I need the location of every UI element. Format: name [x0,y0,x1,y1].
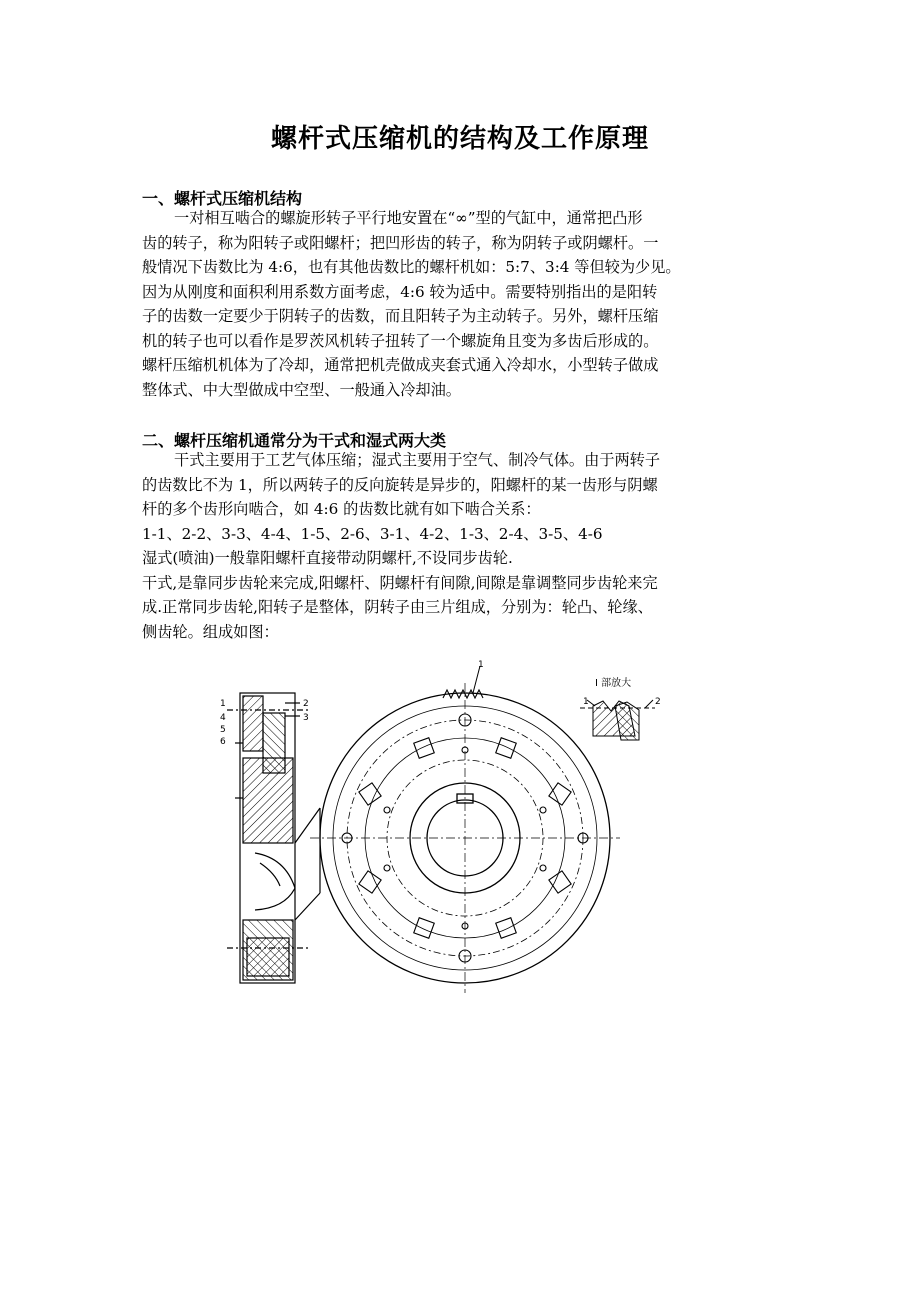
figure-label: 1 [220,699,226,709]
text-line: 干式,是靠同步齿轮来完成,阳螺杆、阴螺杆有间隙,间隙是靠调整同步齿轮来完 [142,573,658,592]
section2-paragraph [142,448,787,644]
figure-label: 1 [478,660,484,670]
text-line: 螺杆压缩机机体为了冷却，通常把机壳做成夹套式通入冷却水，小型转子做成 [142,356,659,374]
text-line: 成.正常同步齿轮,阳转子是整体，阴转子由三片组成，分别为：轮凸、轮缘、 [142,598,653,616]
section2-heading: 二、螺杆压缩机通常分为干式和湿式两大类 [142,431,447,450]
section1-heading: 一、螺杆式压缩机结构 [142,189,303,208]
figure-label: 5 [220,725,226,735]
section1-paragraph [142,206,787,402]
figure-label: 6 [220,737,226,747]
figure-label: 2 [303,699,309,709]
text-line: 湿式(喷油)一般靠阳螺杆直接带动阴螺杆,不设同步齿轮. [142,549,513,567]
text-line: 的齿数比不为 1，所以两转子的反向旋转是异步的，阳螺杆的某一齿形与阴螺 [142,475,658,494]
cross-section-view [227,693,320,983]
text-line: 整体式、中大型做成中空型、一般通入冷却油。 [142,380,461,399]
text-line: 侧齿轮。组成如图： [142,622,279,641]
figure-label: 4 [220,713,226,723]
text-line: 子的齿数一定要少于阴转子的齿数，而且阳转子为主动转子。另外，螺杆压缩 [142,307,659,325]
figure-label: 2 [655,697,661,707]
text-line: 机的转子也可以看作是罗茨风机转子扭转了一个螺旋角且变为多齿后形成的。 [142,331,659,350]
text-line: 般情况下齿数比为 4:6，也有其他齿数比的螺杆机如：5:7、3:4 等但较为少见。 [142,258,681,276]
gear-assembly-drawing [215,658,670,1003]
text-line: 齿的转子，称为阳转子或阳螺杆；把凹形齿的转子，称为阴转子或阴螺杆。一 [142,233,659,252]
figure-label: 1 [583,697,589,707]
detail-view [580,700,655,740]
text-line: 干式主要用于工艺气体压缩；湿式主要用于空气、制冷气体。由于两转子 [174,451,660,469]
front-view [310,683,620,993]
text-line: 杆的多个齿形向啮合，如 4:6 的齿数比就有如下啮合关系： [142,500,541,518]
text-line: 因为从刚度和面积利用系数方面考虑，4:6 较为适中。需要特别指出的是阳转 [142,282,658,301]
figure-label: 3 [303,713,309,723]
document-title: 螺杆式压缩机的结构及工作原理 [270,124,649,154]
text-line: 一对相互啮合的螺旋形转子平行地安置在“∞”型的气缸中，通常把凸形 [174,209,643,227]
text-line: 1-1、2-2、3-3、4-4、1-5、2-6、3-1、4-2、1-3、2-4、3-5、4-6 [142,524,603,543]
detail-label: I 部放大 [595,678,632,689]
